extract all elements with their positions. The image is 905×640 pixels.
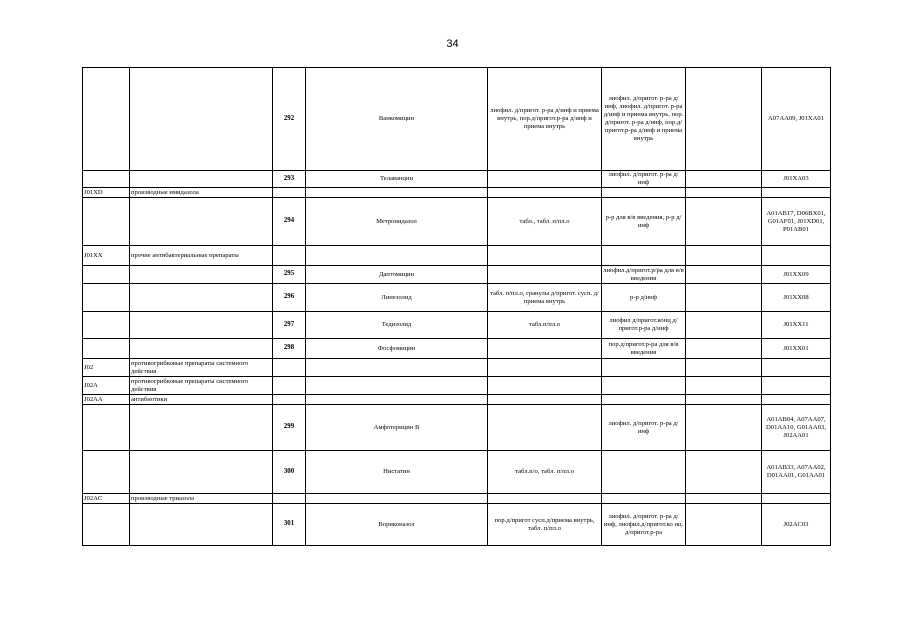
group-name-cell: [130, 312, 273, 339]
table-row: [83, 188, 831, 198]
table-row: [83, 339, 831, 359]
group-name-cell: [130, 339, 273, 359]
atc-codes-cell: J01XX11: [762, 312, 831, 339]
row-number-cell: 297: [273, 312, 306, 339]
dosage-form-alt-cell: лиофил. д/пригот. р-ра д/инф, лиофил.д/пригот.ко нц. д/пригот.р-ра: [602, 504, 686, 546]
drug-name-cell: [306, 359, 488, 377]
extra-cell: [686, 171, 762, 188]
dosage-form-alt-cell: пор.д/пригот.р-ра для в/в введения: [602, 339, 686, 359]
atc-code-cell: [83, 504, 130, 546]
row-number-cell: [273, 377, 306, 395]
row-number-cell: 298: [273, 339, 306, 359]
atc-code-cell: [83, 312, 130, 339]
row-number-cell: 292: [273, 68, 306, 171]
row-number-cell: 301: [273, 504, 306, 546]
dosage-form-alt-cell: [602, 246, 686, 266]
dosage-form-alt-cell: лиофил. д/пригот. р-ра д/инф, лиофил. д/пригот. р-ра д/инф и приема внутрь, пор. д/пригот. р-ра д/инф, пор.д/пригот.р-ра д/инф и приема внутрь: [602, 68, 686, 171]
dosage-form-cell: [488, 188, 602, 198]
drug-name-cell: Тедизолид: [306, 312, 488, 339]
dosage-form-alt-cell: [602, 377, 686, 395]
atc-code-cell: J02AC: [83, 494, 130, 504]
row-number-cell: 293: [273, 171, 306, 188]
row-number-cell: 294: [273, 198, 306, 246]
drug-name-cell: Ванкомицин: [306, 68, 488, 171]
atc-code-cell: J02: [83, 359, 130, 377]
dosage-form-cell: табл., табл. п/пл.о: [488, 198, 602, 246]
atc-codes-cell: J01XX09: [762, 266, 831, 284]
dosage-form-cell: [488, 246, 602, 266]
table-row: [83, 68, 831, 171]
drug-name-cell: [306, 188, 488, 198]
dosage-form-cell: [488, 494, 602, 504]
dosage-form-alt-cell: лиофил. д/пригот. р-ра д/инф: [602, 405, 686, 451]
dosage-form-cell: [488, 395, 602, 405]
atc-code-cell: [83, 451, 130, 494]
atc-codes-cell: [762, 395, 831, 405]
dosage-form-cell: [488, 171, 602, 188]
dosage-form-cell: [488, 405, 602, 451]
atc-codes-cell: [762, 246, 831, 266]
drug-name-cell: [306, 494, 488, 504]
table-row: [83, 246, 831, 266]
extra-cell: [686, 284, 762, 312]
dosage-form-cell: [488, 339, 602, 359]
group-name-cell: [130, 68, 273, 171]
group-name-cell: антибиотики: [130, 395, 273, 405]
group-name-cell: производные триазола: [130, 494, 273, 504]
atc-codes-cell: [762, 188, 831, 198]
extra-cell: [686, 198, 762, 246]
extra-cell: [686, 504, 762, 546]
table-row: [83, 494, 831, 504]
dosage-form-alt-cell: [602, 451, 686, 494]
extra-cell: [686, 246, 762, 266]
page-number: 34: [446, 38, 459, 50]
dosage-form-alt-cell: [602, 395, 686, 405]
group-name-cell: [130, 405, 273, 451]
atc-code-cell: [83, 284, 130, 312]
dosage-form-alt-cell: лиофил. д/пригот. р-ра д/инф: [602, 171, 686, 188]
extra-cell: [686, 359, 762, 377]
table-row: [83, 377, 831, 395]
dosage-form-alt-cell: [602, 359, 686, 377]
drug-name-cell: Метронидазол: [306, 198, 488, 246]
row-number-cell: [273, 359, 306, 377]
group-name-cell: противогрибковые препараты системного действия: [130, 377, 273, 395]
extra-cell: [686, 312, 762, 339]
atc-code-cell: [83, 266, 130, 284]
drug-name-cell: Фосфомицин: [306, 339, 488, 359]
dosage-form-alt-cell: р-р д/инф: [602, 284, 686, 312]
dosage-form-alt-cell: лиофил.д/пригот.р/ра для в/в введения: [603, 266, 684, 282]
table-row: [83, 395, 831, 405]
extra-cell: [686, 68, 762, 171]
extra-cell: [686, 405, 762, 451]
table-row: [83, 198, 831, 246]
dosage-form-alt-cell: р-р для в/в введения, р-р д/инф: [602, 198, 686, 246]
drug-name-cell: Нистатин: [306, 451, 488, 494]
dosage-form-cell: пор.д/пригот сусп.д/приема внутрь, табл. п/пл.о: [488, 504, 602, 546]
atc-code-cell: [83, 198, 130, 246]
row-number-cell: [273, 188, 306, 198]
atc-codes-cell: [762, 359, 831, 377]
group-name-cell: противогрибковые препараты системного действия: [130, 359, 273, 377]
dosage-form-cell: лиофил. д/пригот. р-ра д/инф и приема внутрь, пор.д/пригот.р-ра д/инф и приема внутрь: [488, 68, 602, 171]
drug-name-cell: [306, 246, 488, 266]
drug-name-cell: Вориконазол: [306, 504, 488, 546]
atc-codes-cell: J01XX01: [762, 339, 831, 359]
atc-codes-cell: J01XA03: [762, 171, 831, 188]
dosage-form-alt-cell: [602, 494, 686, 504]
row-number-cell: [273, 246, 306, 266]
atc-codes-cell: J01XX08: [762, 284, 831, 312]
extra-cell: [686, 266, 762, 284]
atc-code-cell: J01XD: [83, 188, 130, 198]
table-row: [83, 284, 831, 312]
row-number-cell: [273, 395, 306, 405]
atc-codes-cell: J02AC03: [762, 504, 831, 546]
dosage-form-cell: [488, 359, 602, 377]
atc-code-cell: J02AA: [83, 395, 130, 405]
atc-codes-cell: A01AB33, A07AA02, D01AA01, G01AA01: [762, 451, 831, 494]
table-row: [83, 359, 831, 377]
group-name-cell: [130, 171, 273, 188]
group-name-cell: [130, 266, 273, 284]
row-number-cell: 296: [273, 284, 306, 312]
group-name-cell: [130, 198, 273, 246]
extra-cell: [686, 377, 762, 395]
atc-code-cell: J01XX: [83, 246, 130, 266]
drug-name-cell: Линезолид: [306, 284, 488, 312]
dosage-form-cell: табл. п/пл.о, гранулы д/пригот. сусп. д/приема внутрь: [488, 284, 602, 312]
group-name-cell: прочие антибактериальные препараты: [130, 246, 273, 266]
row-number-cell: 295: [273, 266, 306, 284]
drug-table: [82, 67, 831, 546]
atc-codes-cell: [762, 494, 831, 504]
row-number-cell: 300: [273, 451, 306, 494]
table-row: [83, 171, 831, 188]
group-name-cell: [130, 284, 273, 312]
row-number-cell: [273, 494, 306, 504]
atc-code-cell: [83, 68, 130, 171]
atc-code-cell: [83, 171, 130, 188]
dosage-form-alt-cell: [602, 188, 686, 198]
dosage-form-cell: табл.п/пл.о: [488, 312, 602, 339]
dosage-form-cell: [488, 377, 602, 395]
atc-code-cell: J02A: [83, 377, 130, 395]
extra-cell: [686, 494, 762, 504]
table-row: [83, 312, 831, 339]
extra-cell: [686, 395, 762, 405]
group-name-cell: [130, 451, 273, 494]
atc-codes-cell: [762, 377, 831, 395]
drug-name-cell: Амфотерицин В: [306, 405, 488, 451]
drug-name-cell: Телаванцин: [306, 171, 488, 188]
extra-cell: [686, 451, 762, 494]
table-row: [83, 451, 831, 494]
group-name-cell: производные имидазола: [130, 188, 273, 198]
drug-name-cell: Даптомицин: [306, 266, 488, 284]
extra-cell: [686, 339, 762, 359]
table-row: [83, 266, 831, 284]
atc-codes-cell: A01AB17, D06BX01, G01AF01, J01XD01, P01AB01: [762, 198, 831, 246]
atc-codes-cell: A01AB04, A07AA07, D01AA10, G01AA03, J02AA01: [762, 405, 831, 451]
atc-code-cell: [83, 339, 130, 359]
table-row: [83, 405, 831, 451]
drug-name-cell: [306, 377, 488, 395]
dosage-form-alt-cell: лиофил д/пригот.конц д/пригот.р-ра д/инф: [602, 312, 686, 339]
group-name-cell: [130, 504, 273, 546]
row-number-cell: 299: [273, 405, 306, 451]
atc-code-cell: [83, 405, 130, 451]
drug-name-cell: [306, 395, 488, 405]
dosage-form-cell: [488, 266, 602, 284]
dosage-form-cell: табл.п/о, табл. п/пл.о: [488, 451, 602, 494]
atc-codes-cell: A07AA09, J01XA01: [762, 68, 831, 171]
extra-cell: [686, 188, 762, 198]
table-row: [83, 504, 831, 546]
